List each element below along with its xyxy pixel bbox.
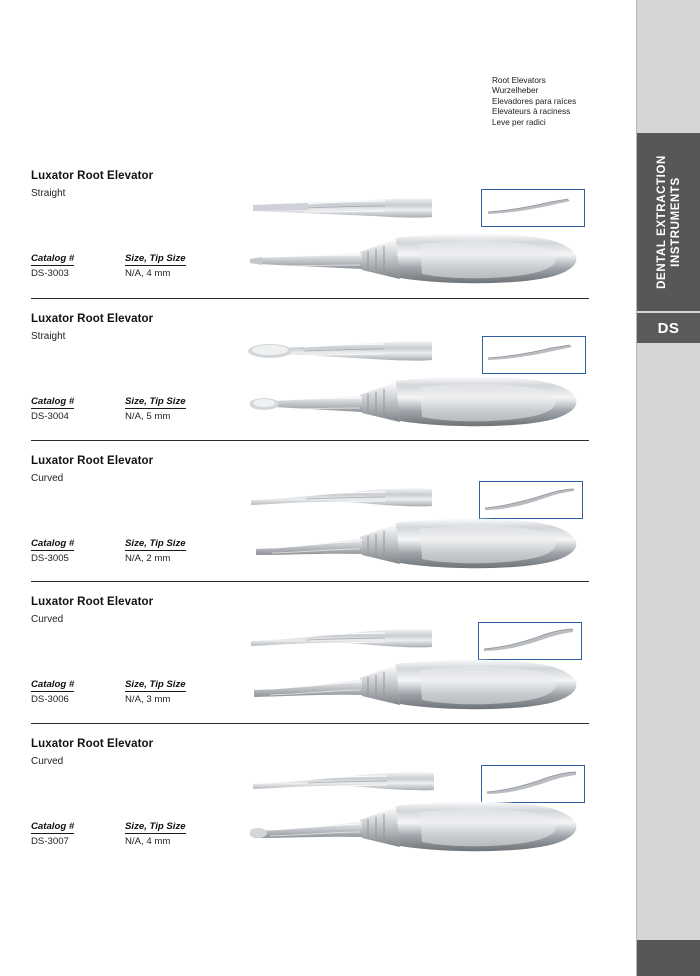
product-spec-table [31, 821, 261, 847]
spec-header-size: Size, Tip Size [125, 253, 186, 264]
language-line-en: Root Elevators [492, 76, 546, 85]
section-code-badge: DS [637, 313, 700, 343]
spec-header-row [31, 396, 261, 409]
product-title: Luxator Root Elevator [31, 596, 154, 608]
spec-catalog-value: DS-3005 [31, 553, 69, 564]
product-block [31, 596, 591, 625]
instrument-illustration [250, 373, 595, 435]
language-heading-block [492, 76, 576, 128]
product-spec-table [31, 679, 261, 705]
language-line-it: Leve per radici [492, 117, 546, 127]
product-block [31, 455, 591, 484]
spec-header-size: Size, Tip Size [125, 538, 186, 549]
spec-size-value: N/A, 4 mm [125, 268, 171, 279]
product-title: Luxator Root Elevator [31, 313, 154, 325]
product-subtitle: Straight [31, 331, 66, 342]
detail-tip-illustration [480, 482, 581, 517]
spec-size-value: N/A, 3 mm [125, 694, 171, 705]
language-line-de: Wurzelheber [492, 86, 539, 96]
instrument-illustration [250, 230, 595, 292]
spec-header-row [31, 821, 261, 834]
instrument-illustration [250, 656, 595, 718]
spec-value-row [31, 694, 261, 705]
instrument-shaft-detail [251, 626, 433, 652]
product-title: Luxator Root Elevator [31, 170, 154, 182]
product-spec-table [31, 253, 261, 279]
product-subtitle: Curved [31, 473, 64, 484]
detail-box [481, 189, 585, 227]
instrument-shaft-detail [253, 196, 433, 220]
spec-size-value: N/A, 5 mm [125, 411, 171, 422]
detail-tip-illustration [482, 190, 583, 225]
spec-header-catalog: Catalog # [31, 253, 75, 264]
spec-size-value: N/A, 2 mm [125, 553, 171, 564]
product-divider [31, 298, 589, 299]
spec-header-size: Size, Tip Size [125, 679, 186, 690]
spec-value-row [31, 553, 261, 564]
spec-value-row [31, 411, 261, 422]
spec-header-size: Size, Tip Size [125, 821, 186, 832]
product-title: Luxator Root Elevator [31, 738, 154, 750]
side-bottom-block [637, 940, 700, 976]
instrument-shaft-detail [253, 769, 435, 795]
product-subtitle: Curved [31, 756, 64, 767]
language-line-fr: Elevateurs à raciness [492, 107, 571, 117]
section-tab-label: DENTAL EXTRACTION INSTRUMENTS [655, 155, 682, 289]
spec-catalog-value: DS-3006 [31, 694, 69, 705]
detail-tip-illustration [479, 623, 580, 658]
product-divider [31, 581, 589, 582]
spec-catalog-value: DS-3003 [31, 268, 69, 279]
language-line-es: Elevadores para raíces [492, 96, 577, 106]
spec-header-row [31, 253, 261, 266]
spec-header-size: Size, Tip Size [125, 396, 186, 407]
product-block [31, 738, 591, 767]
spec-header-catalog: Catalog # [31, 821, 75, 832]
detail-tip-illustration [483, 337, 584, 372]
spec-header-catalog: Catalog # [31, 538, 75, 549]
instrument-shaft-detail [248, 338, 433, 364]
spec-header-row [31, 679, 261, 692]
instrument-illustration [250, 798, 595, 860]
spec-header-row [31, 538, 261, 551]
detail-box [479, 481, 583, 519]
spec-catalog-value: DS-3007 [31, 836, 69, 847]
product-subtitle: Curved [31, 614, 64, 625]
instrument-illustration [250, 515, 595, 577]
detail-box [478, 622, 582, 660]
product-title: Luxator Root Elevator [31, 455, 154, 467]
spec-catalog-value: DS-3004 [31, 411, 69, 422]
product-spec-table [31, 396, 261, 422]
spec-value-row [31, 836, 261, 847]
detail-box [482, 336, 586, 374]
product-subtitle: Straight [31, 188, 66, 199]
detail-tip-illustration [482, 766, 583, 801]
instrument-shaft-detail [251, 485, 433, 511]
product-divider [31, 440, 589, 441]
spec-header-catalog: Catalog # [31, 679, 75, 690]
product-divider [31, 723, 589, 724]
spec-size-value: N/A, 4 mm [125, 836, 171, 847]
spec-value-row [31, 268, 261, 279]
spec-header-catalog: Catalog # [31, 396, 75, 407]
section-tab [637, 133, 700, 311]
product-spec-table [31, 538, 261, 564]
